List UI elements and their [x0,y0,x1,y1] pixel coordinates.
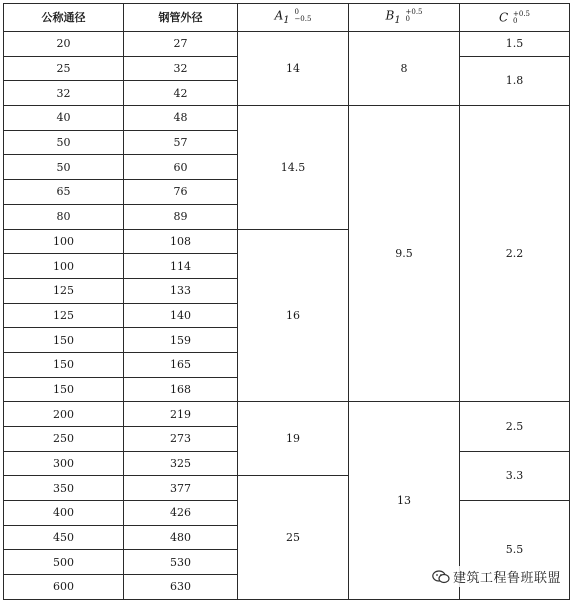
nominal-diameter-cell: 80 [4,204,124,229]
outer-diameter-cell: 377 [124,476,238,501]
nominal-diameter-cell: 350 [4,476,124,501]
header-a1 [238,4,349,32]
nominal-diameter-cell: 125 [4,303,124,328]
nominal-diameter-cell: 150 [4,377,124,402]
outer-diameter-cell: 76 [124,180,238,205]
header-pipe-outer-diameter: 钢管外径 [124,4,238,32]
header-c [460,4,570,32]
outer-diameter-cell: 48 [124,106,238,131]
watermark-text: 建筑工程鲁班联盟 [452,571,561,586]
c-cell: 1.8 [460,56,570,105]
nominal-diameter-cell: 20 [4,32,124,57]
b1-cell: 8 [349,32,460,106]
header-a1-symbol: A [274,8,284,23]
nominal-diameter-cell: 125 [4,278,124,303]
header-nominal-diameter: 公称通径 [4,4,124,32]
watermark [429,566,564,587]
table-row [4,402,570,427]
nominal-diameter-cell: 100 [4,254,124,279]
table-row [4,32,570,57]
header-c-symbol: C [498,10,509,24]
outer-diameter-cell: 57 [124,130,238,155]
outer-diameter-cell: 168 [124,377,238,402]
header-row [4,4,570,32]
outer-diameter-cell: 530 [124,550,238,575]
outer-diameter-cell: 60 [124,155,238,180]
header-b1-symbol: B [385,8,395,23]
outer-diameter-cell: 219 [124,402,238,427]
nominal-diameter-cell: 25 [4,56,124,81]
nominal-diameter-cell: 250 [4,427,124,452]
outer-diameter-cell: 426 [124,501,238,526]
outer-diameter-cell: 273 [124,427,238,452]
nominal-diameter-cell: 400 [4,501,124,526]
outer-diameter-cell: 89 [124,204,238,229]
nominal-diameter-cell: 50 [4,130,124,155]
c-cell: 2.2 [460,106,570,402]
nominal-diameter-cell: 600 [4,575,124,600]
wechat-icon [432,570,450,584]
a1-cell: 25 [238,476,349,599]
outer-diameter-cell: 133 [124,278,238,303]
outer-diameter-cell: 165 [124,352,238,377]
outer-diameter-cell: 108 [124,229,238,254]
outer-diameter-cell: 114 [124,254,238,279]
a1-cell: 16 [238,229,349,402]
header-b1 [349,4,460,32]
nominal-diameter-cell: 200 [4,402,124,427]
outer-diameter-cell: 27 [124,32,238,57]
header-b1-sub: 1 [394,14,401,26]
outer-diameter-cell: 32 [124,56,238,81]
header-c-tolerance: +0.5 0 [513,9,530,25]
header-b1-tolerance: +0.5 0 [405,8,423,24]
nominal-diameter-cell: 40 [4,106,124,131]
header-a1-tolerance: 0 −0.5 [294,8,312,24]
nominal-diameter-cell: 150 [4,328,124,353]
c-cell: 2.5 [460,402,570,451]
nominal-diameter-cell: 32 [4,81,124,106]
dimension-table [3,3,570,600]
nominal-diameter-cell: 500 [4,550,124,575]
nominal-diameter-cell: 300 [4,451,124,476]
header-a1-sub: 1 [283,14,290,26]
nominal-diameter-cell: 450 [4,525,124,550]
outer-diameter-cell: 480 [124,525,238,550]
c-cell: 1.5 [460,32,570,57]
a1-cell: 14 [238,32,349,106]
outer-diameter-cell: 42 [124,81,238,106]
b1-cell: 9.5 [349,106,460,402]
nominal-diameter-cell: 65 [4,180,124,205]
nominal-diameter-cell: 50 [4,155,124,180]
c-cell: 3.3 [460,451,570,500]
outer-diameter-cell: 630 [124,575,238,600]
b1-cell: 13 [349,402,460,600]
outer-diameter-cell: 140 [124,303,238,328]
a1-cell: 14.5 [238,106,349,229]
nominal-diameter-cell: 150 [4,352,124,377]
a1-cell: 19 [238,402,349,476]
nominal-diameter-cell: 100 [4,229,124,254]
table-body [4,32,570,600]
outer-diameter-cell: 159 [124,328,238,353]
table-row [4,106,570,131]
c-cell: 5.5 [460,501,570,600]
outer-diameter-cell: 325 [124,451,238,476]
